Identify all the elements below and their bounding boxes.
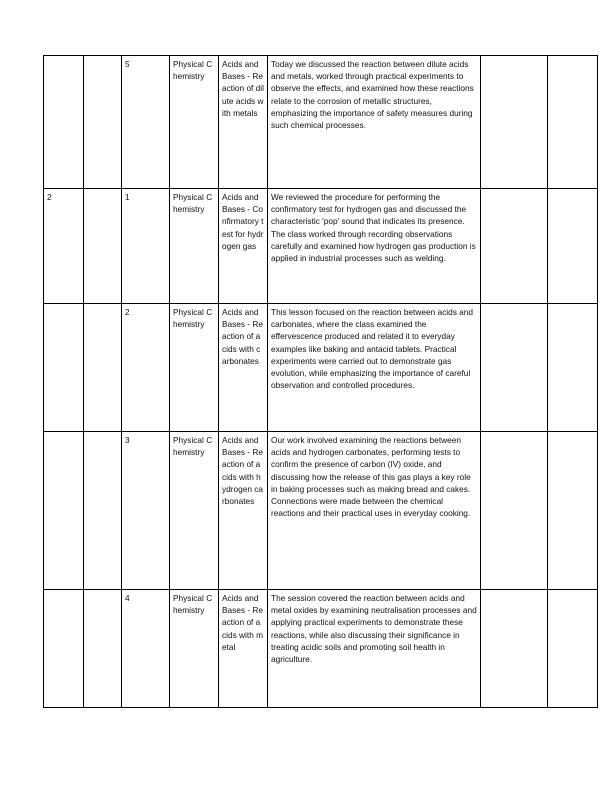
description-cell: Today we discussed the reaction between dilute acids and metals, worked through practical experiments to observe the effects, and examined how these reactions relate to the corrosion of metallic structures, emphasizing the importance of safety measures during such chemical processes. [268,56,481,189]
table-row [44,189,598,304]
blank-cell [481,189,548,304]
sub-strand-cell: Acids and Bases - Reaction of acids with carbonates [219,304,268,432]
sub-strand-cell: Acids and Bases - Reaction of acids with hydrogen carbonates [219,432,268,590]
blank-cell [481,590,548,708]
lesson-cell: 5 [122,56,170,189]
lesson-log-table [43,55,598,708]
sub-strand-cell: Acids and Bases - Reaction of acids with metal [219,590,268,708]
sub-strand-cell: Acids and Bases - Confirmatory test for hydrogen gas [219,189,268,304]
blank-cell [481,432,548,590]
week-cell [44,432,84,590]
description-cell: We reviewed the procedure for performing the confirmatory test for hydrogen gas and discussed the characteristic 'pop' sound that indicates its presence. The class worked through recording observations carefully and examined how hydrogen gas production is applied in industrial processes such as welding. [268,189,481,304]
lesson-cell: 1 [122,189,170,304]
strand-cell: Physical Chemistry [170,432,219,590]
blank-cell [548,56,598,189]
blank-cell [84,189,122,304]
description-cell: Our work involved examining the reactions between acids and hydrogen carbonates, performing tests to confirm the presence of carbon (IV) oxide, and discussing how the release of this gas plays a key role in baking processes such as making bread and cakes. Connections were made between the chemical reactions and their practical uses in everyday cooking. [268,432,481,590]
description-cell: The session covered the reaction between acids and metal oxides by examining neutralisation processes and applying practical experiments to demonstrate these reactions, while also discussing their significance in treating acidic soils and promoting soil health in agriculture. [268,590,481,708]
blank-cell [548,590,598,708]
table-row [44,56,598,189]
blank-cell [548,432,598,590]
week-cell [44,304,84,432]
description-cell: This lesson focused on the reaction between acids and carbonates, where the class examined the effervescence produced and related it to everyday examples like baking and antacid tablets. Practical experiments were carried out to demonstrate gas evolution, while emphasizing the importance of careful observation and controlled procedures. [268,304,481,432]
week-cell [44,56,84,189]
blank-cell [84,590,122,708]
blank-cell [548,304,598,432]
blank-cell [84,304,122,432]
blank-cell [481,56,548,189]
sub-strand-cell: Acids and Bases - Reaction of dilute acids with metals [219,56,268,189]
blank-cell [84,432,122,590]
strand-cell: Physical Chemistry [170,56,219,189]
blank-cell [548,189,598,304]
strand-cell: Physical Chemistry [170,189,219,304]
week-cell [44,590,84,708]
table-row [44,432,598,590]
blank-cell [84,56,122,189]
lesson-cell: 2 [122,304,170,432]
blank-cell [481,304,548,432]
lesson-cell: 3 [122,432,170,590]
table-row [44,590,598,708]
lesson-cell: 4 [122,590,170,708]
table-row [44,304,598,432]
strand-cell: Physical Chemistry [170,304,219,432]
strand-cell: Physical Chemistry [170,590,219,708]
week-cell: 2 [44,189,84,304]
